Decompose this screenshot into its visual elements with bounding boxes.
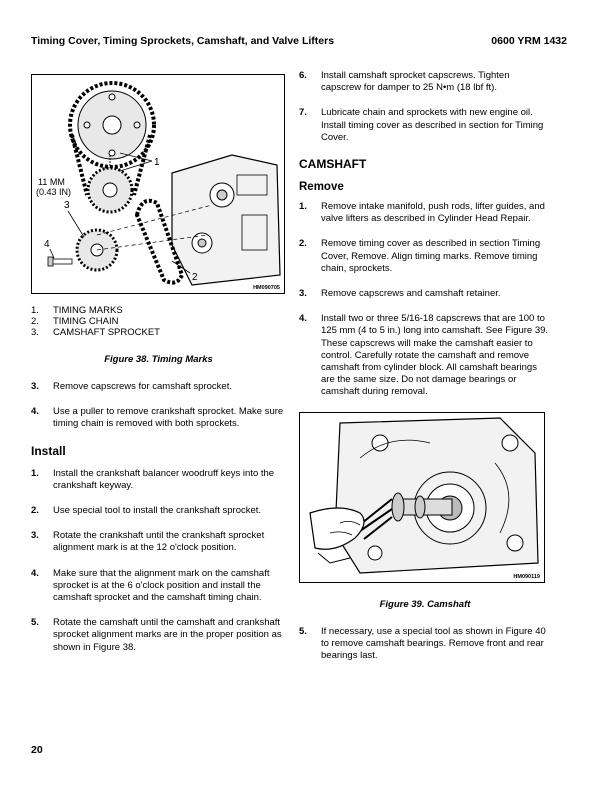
legend-item: 2. TIMING CHAIN bbox=[31, 316, 119, 327]
step-item: 4. Use a puller to remove crankshaft sprocket. Make sure timing chain is removed with both sprockets. bbox=[31, 406, 284, 430]
legend-item: 3. CAMSHAFT SPROCKET bbox=[31, 327, 160, 338]
step-item: 4. Make sure that the alignment mark on the camshaft sprocket is at the 6 o'clock position and install the camshaft sprocket and the camshaft timing chain. bbox=[31, 567, 270, 604]
step-item: 3. Remove capscrews for camshaft sprocket. bbox=[31, 381, 232, 392]
callout-043in: (0.43 IN) bbox=[36, 187, 72, 197]
callout-1: 1 bbox=[154, 157, 160, 168]
step-item: 5. Rotate the camshaft until the camshaft and crankshaft sprocket alignment marks are in the proper position as shown in Figure 38. bbox=[31, 617, 282, 653]
figure-38-legend bbox=[31, 305, 286, 338]
callout-2: 2 bbox=[192, 272, 198, 283]
callout-4: 4 bbox=[44, 239, 50, 250]
legend-item: 1. TIMING MARKS bbox=[31, 305, 123, 316]
step-item: 5. If necessary, use a special tool as shown in Figure 40 to remove camshaft bearings. Remove front and rear bearings last. bbox=[299, 625, 546, 662]
step-item: 3. Rotate the crankshaft until the crankshaft sprocket alignment mark is at the 12 o'clock position. bbox=[31, 530, 265, 554]
step-item: 4. Install two or three 5/16-18 capscrews that are 100 to 125 mm (4 to 5 in.) long into camshaft. See Figure 39. These capscrews will make the camshaft easier to control. Carefully rotate the camshaft and remove camshaft from cylinder block. All camshaft bearings are the same size. Do not damage bearings or camshaft during removal. bbox=[299, 313, 549, 398]
page-number: 20 bbox=[31, 744, 43, 756]
figure-38-timing-marks bbox=[31, 74, 285, 294]
camshaft-heading: CAMSHAFT bbox=[299, 157, 367, 172]
document-code: 0600 YRM 1432 bbox=[491, 35, 567, 47]
left-column bbox=[31, 70, 286, 667]
step-item: 6. Install camshaft sprocket capscrews. Tighten capscrew for damper to 25 N•m (18 lbf ft). bbox=[299, 70, 510, 94]
figure-39-camshaft bbox=[299, 412, 545, 583]
step-item: 2. Use special tool to install the crankshaft sprocket. bbox=[31, 505, 262, 517]
figure-38-code: HM090705 bbox=[253, 285, 280, 291]
timing-marks-illustration bbox=[32, 75, 284, 293]
section-title: Timing Cover, Timing Sprockets, Camshaft, and Valve Lifters bbox=[31, 35, 335, 47]
step-item: 3. Remove capscrews and camshaft retainer. bbox=[299, 288, 501, 300]
callout-11mm: 11 MM bbox=[38, 177, 65, 187]
figure-38-caption: Figure 38. Timing Marks bbox=[104, 354, 213, 365]
step-item: 7. Lubricate chain and sprockets with new engine oil. Install timing cover as described in section for Timing Cover. bbox=[299, 107, 544, 143]
install-heading: Install bbox=[31, 443, 66, 458]
figure-39-code: HM090119 bbox=[513, 573, 540, 580]
camshaft-illustration bbox=[300, 413, 544, 582]
step-item: 1. Install the crankshaft balancer woodruff keys into the crankshaft keyway. bbox=[31, 467, 275, 491]
step-item: 1. Remove intake manifold, push rods, lifter guides, and valve lifters as described in Cylinder Head Repair. bbox=[299, 201, 545, 225]
step-item: 2. Remove timing cover as described in section Timing Cover, Remove. Align timing marks. Remove timing chain, sprockets. bbox=[299, 238, 541, 274]
callout-3: 3 bbox=[64, 200, 70, 211]
remove-subheading: Remove bbox=[299, 181, 344, 194]
figure-39-caption: Figure 39. Camshaft bbox=[379, 598, 471, 610]
right-column bbox=[299, 70, 551, 675]
